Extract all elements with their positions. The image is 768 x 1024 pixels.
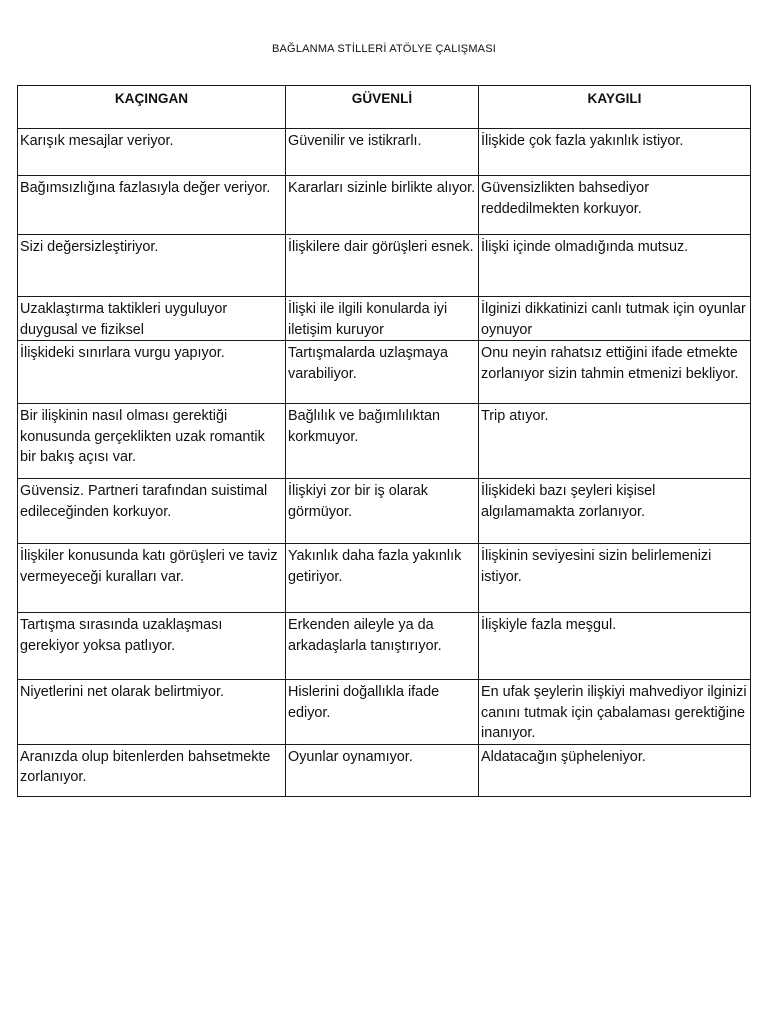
table-cell-secure: Erkenden aileyle ya da arkadaşlarla tanıştırıyor.: [286, 613, 479, 680]
table-row: [18, 404, 751, 479]
table-row: [18, 297, 751, 341]
table-cell-avoidant: Sizi değersizleştiriyor.: [18, 235, 286, 297]
table-cell-secure: İlişkilere dair görüşleri esnek.: [286, 235, 479, 297]
document-title: BAĞLANMA STİLLERİ ATÖLYE ÇALIŞMASI: [271, 43, 497, 55]
table-cell-avoidant: Bağımsızlığına fazlasıyla değer veriyor.: [18, 176, 286, 235]
table-cell-anxious: Onu neyin rahatsız ettiğini ifade etmekte zorlanıyor sizin tahmin etmenizi bekliyor.: [479, 341, 751, 404]
table-cell-secure: Tartışmalarda uzlaşmaya varabiliyor.: [286, 341, 479, 404]
column-header-anxious: KAYGILI: [479, 86, 751, 129]
table-row: [18, 479, 751, 544]
table-cell-secure: Yakınlık daha fazla yakınlık getiriyor.: [286, 544, 479, 613]
table-row: [18, 129, 751, 176]
table-cell-avoidant: Güvensiz. Partneri tarafından suistimal edileceğinden korkuyor.: [18, 479, 286, 544]
table-cell-anxious: İlişkinin seviyesini sizin belirlemenizi istiyor.: [479, 544, 751, 613]
table-cell-secure: Hislerini doğallıkla ifade ediyor.: [286, 680, 479, 745]
table-row: [18, 680, 751, 745]
table-row: [18, 544, 751, 613]
table-body: [18, 129, 751, 797]
table-row: [18, 235, 751, 297]
table-cell-anxious: Aldatacağın şüpheleniyor.: [479, 744, 751, 796]
table-cell-anxious: İlişkide çok fazla yakınlık istiyor.: [479, 129, 751, 176]
table-cell-secure: Bağlılık ve bağımlılıktan korkmuyor.: [286, 404, 479, 479]
table-cell-secure: İlişki ile ilgili konularda iyi iletişim kuruyor: [286, 297, 479, 341]
table-cell-anxious: İlişkideki bazı şeyleri kişisel algılamamakta zorlanıyor.: [479, 479, 751, 544]
table-cell-avoidant: İlişkiler konusunda katı görüşleri ve taviz vermeyeceği kuralları var.: [18, 544, 286, 613]
table-cell-anxious: İlişki içinde olmadığında mutsuz.: [479, 235, 751, 297]
table-cell-secure: Güvenilir ve istikrarlı.: [286, 129, 479, 176]
table-cell-avoidant: İlişkideki sınırlara vurgu yapıyor.: [18, 341, 286, 404]
table-cell-secure: İlişkiyi zor bir iş olarak görmüyor.: [286, 479, 479, 544]
column-header-avoidant: KAÇINGAN: [18, 86, 286, 129]
attachment-styles-table: [17, 85, 751, 797]
table-cell-secure: Oyunlar oynamıyor.: [286, 744, 479, 796]
table-row: [18, 744, 751, 796]
table-row: [18, 341, 751, 404]
table-cell-anxious: Güvensizlikten bahsediyor reddedilmekten korkuyor.: [479, 176, 751, 235]
table-cell-anxious: En ufak şeylerin ilişkiyi mahvediyor ilginizi canını tutmak için çabalaması gerektiğine inanıyor.: [479, 680, 751, 745]
table-cell-avoidant: Bir ilişkinin nasıl olması gerektiği konusunda gerçeklikten uzak romantik bir bakış açısı var.: [18, 404, 286, 479]
column-header-secure: GÜVENLİ: [286, 86, 479, 129]
table-cell-anxious: İlişkiyle fazla meşgul.: [479, 613, 751, 680]
table-cell-anxious: Trip atıyor.: [479, 404, 751, 479]
table-cell-avoidant: Aranızda olup bitenlerden bahsetmekte zorlanıyor.: [18, 744, 286, 796]
table-row: [18, 176, 751, 235]
table-cell-avoidant: Tartışma sırasında uzaklaşması gerekiyor yoksa patlıyor.: [18, 613, 286, 680]
table-cell-avoidant: Uzaklaştırma taktikleri uyguluyor duygusal ve fiziksel: [18, 297, 286, 341]
table-cell-avoidant: Niyetlerini net olarak belirtmiyor.: [18, 680, 286, 745]
table-header-row: [18, 86, 751, 129]
table-row: [18, 613, 751, 680]
table-cell-avoidant: Karışık mesajlar veriyor.: [18, 129, 286, 176]
table-cell-secure: Kararları sizinle birlikte alıyor.: [286, 176, 479, 235]
table-cell-anxious: İlginizi dikkatinizi canlı tutmak için oyunlar oynuyor: [479, 297, 751, 341]
